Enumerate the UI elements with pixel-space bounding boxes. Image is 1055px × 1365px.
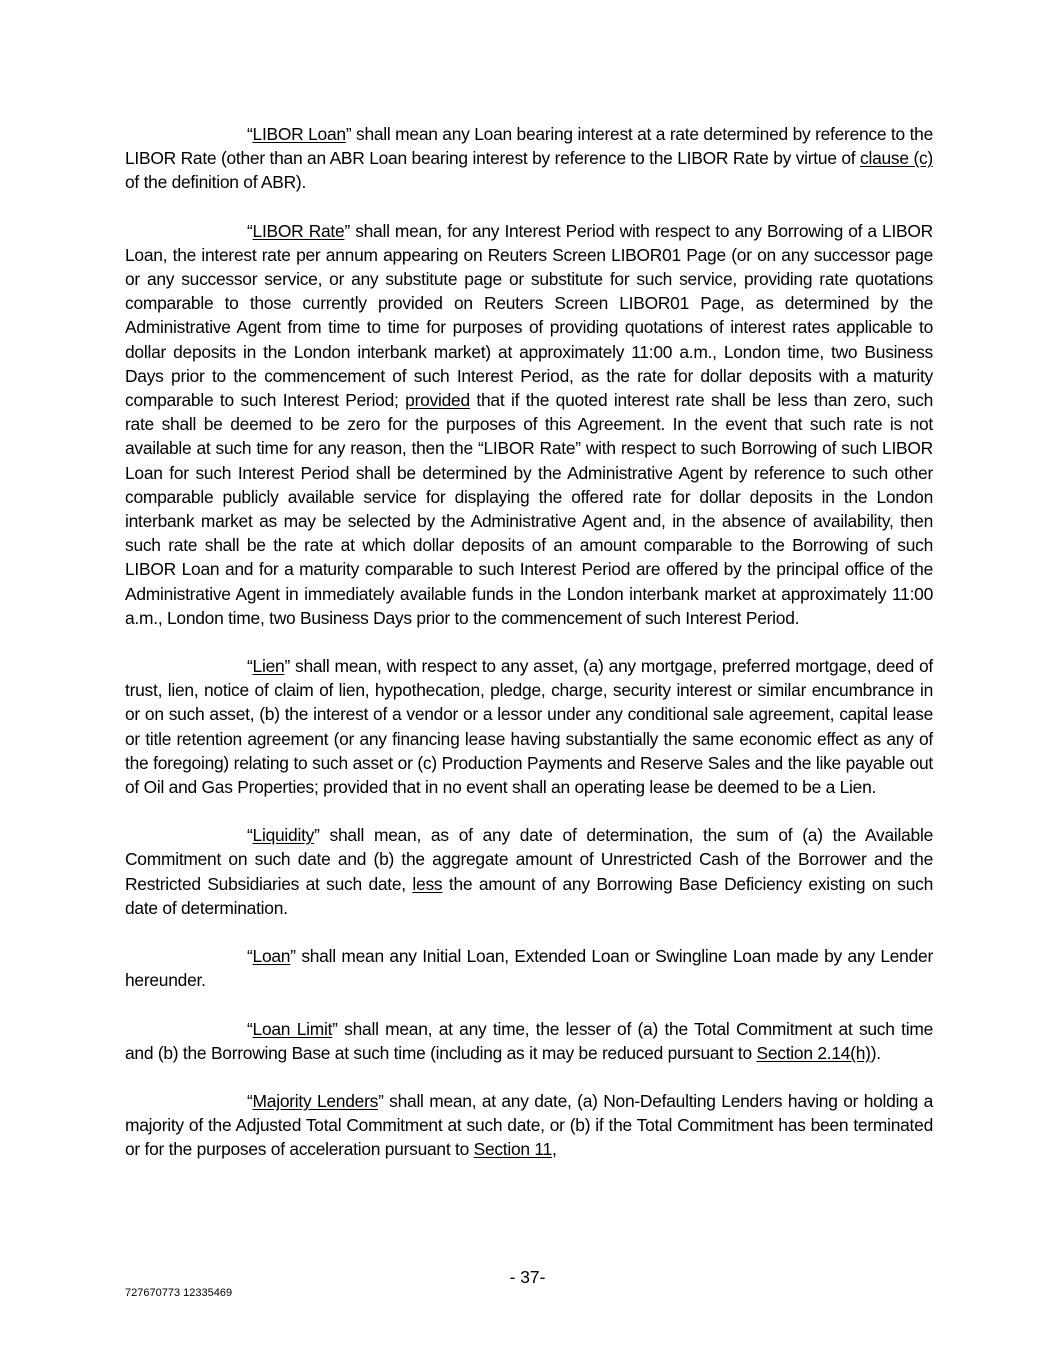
document-id: 727670773 12335469 [125, 1287, 233, 1299]
defined-term: Loan Limit [252, 1018, 333, 1039]
definition-text: shall mean any Loan bearing interest at a rate determined by reference to the LIBOR Rate (other than an ABR Loan bearing interest by reference to the LIBOR Rate by virtue of [125, 124, 933, 169]
page-number: - 37- [509, 1267, 546, 1287]
document-body [125, 122, 933, 1186]
definition-text: shall mean, with respect to any asset, (a) any mortgage, preferred mortgage, deed of trust, lien, notice of claim of lien, hypothecation, pledge, charge, security interest or similar encumbrance in or on such asset, (b) the interest of a vendor or a lessor under any conditional sale agreement, capital lease or title retention agreement (or any financing lease having substantially the same economic effect as any of the foregoing) relating to such asset or (c) Production Payments and Reserve Sales and the like payable out of Oil and Gas Properties; provided that in no event shall an operating lease be deemed to be a Lien. [125, 656, 933, 798]
defined-term: Loan [252, 946, 291, 967]
definition-text: shall mean, at any date, (a) Non-Defaulting Lenders having or holding a majority of the Adjusted Total Commitment at such date, or (b) if the Total Commitment has been terminated or for the purposes of acceleration pursuant to [125, 1090, 933, 1160]
definition-paragraph: “Lien” shall mean, with respect to any asset, (a) any mortgage, preferred mortgage, deed of trust, lien, notice of claim of lien, hypothecation, pledge, charge, security interest or similar encumbrance in or on such asset, (b) the interest of a vendor or a lessor under any conditional sale agreement, capital lease or title retention agreement (or any financing lease having substantially the same economic effect as any of the foregoing) relating to such asset or (c) Production Payments and Reserve Sales and the like payable out of Oil and Gas Properties; provided that in no event shall an operating lease be deemed to be a Lien. [125, 656, 933, 798]
definition-paragraph: “LIBOR Rate” shall mean, for any Interest Period with respect to any Borrowing of a LIBOR Loan, the interest rate per annum appearing on Reuters Screen LIBOR01 Page (or on any successor page or any successor service, or any substitute page or substitute for such service, providing rate quotations comparable to those currently provided on Reuters Screen LIBOR01 Page, as determined by the Administrative Agent from time to time for purposes of providing quotations of interest rates applicable to dollar deposits in the London interbank market) at approximately 11:00 a.m., London time, two Business Days prior to the commencement of such Interest Period, as the rate for dollar deposits with a maturity comparable to such Interest Period; provided that if the quoted interest rate shall be less than zero, such rate shall be deemed to be zero for the purposes of this Agreement. In the event that such rate is not available at such time for any reason, then the “LIBOR Rate” with respect to such Borrowing of such LIBOR Loan for such Interest Period shall be determined by the Administrative Agent by reference to such other comparable publicly available service for displaying the offered rate for dollar deposits in the London interbank market as may be selected by the Administrative Agent and, in the absence of availability, then such rate shall be the rate at which dollar deposits of an amount comparable to the Borrowing of such LIBOR Loan and for a maturity comparable to such Interest Period are offered by the principal office of the Administrative Agent in immediately available funds in the London interbank market at approximately 11:00 a.m., London time, two Business Days prior to the commencement of such Interest Period. [125, 220, 933, 628]
definition-paragraph: “Majority Lenders” shall mean, at any date, (a) Non-Defaulting Lenders having or holding a majority of the Adjusted Total Commitment at such date, or (b) if the Total Commitment has been terminated or for the purposes of acceleration pursuant to Section 11, [125, 1090, 933, 1160]
definition-text: shall mean any Initial Loan, Extended Loan or Swingline Loan made by any Lender hereunder. [125, 946, 933, 991]
definition-paragraph: “Loan Limit” shall mean, at any time, the lesser of (a) the Total Commitment at such time and (b) the Borrowing Base at such time (including as it may be reduced pursuant to Section 2.14(h)). [125, 1018, 933, 1063]
definition-text: shall mean, for any Interest Period with respect to any Borrowing of a LIBOR Loan, the interest rate per annum appearing on Reuters Screen LIBOR01 Page (or on any successor page or any successor service, or any substitute page or substitute for such service, providing rate quotations comparable to those currently provided on Reuters Screen LIBOR01 Page, as determined by the Administrative Agent from time to time for purposes of providing quotations of interest rates applicable to dollar deposits in the London interbank market) at approximately 11:00 a.m., London time, two Business Days prior to the commencement of such Interest Period, as the rate for dollar deposits with a maturity comparable to such Interest Period; [125, 220, 933, 411]
definition-text: the amount of any Borrowing Base Deficiency existing on such date of determination. [125, 873, 933, 918]
definition-paragraph: “Liquidity” shall mean, as of any date of determination, the sum of (a) the Available Commitment on such date and (b) the aggregate amount of Unrestricted Cash of the Borrower and the Restricted Subsidiaries at such date, less the amount of any Borrowing Base Deficiency existing on such date of determination. [125, 825, 933, 918]
definition-text: shall mean, at any time, the lesser of (a) the Total Commitment at such time and (b) the Borrowing Base at such time (including as it may be reduced pursuant to [125, 1018, 933, 1063]
defined-term: Lien [252, 656, 285, 677]
cross-reference: provided [405, 390, 470, 411]
defined-term: Majority Lenders [252, 1090, 379, 1111]
definition-text: that if the quoted interest rate shall be less than zero, such rate shall be deemed to be zero for the purposes of this Agreement. In the event that such rate is not available at such time for any reason, then the “LIBOR Rate” with respect to such Borrowing of such LIBOR Loan for such Interest Period shall be determined by the Administrative Agent by reference to such other comparable publicly available service for displaying the offered rate for dollar deposits in the London interbank market as may be selected by the Administrative Agent and, in the absence of availability, then such rate shall be the rate at which dollar deposits of an amount comparable to the Borrowing of such LIBOR Loan and for a maturity comparable to such Interest Period are offered by the principal office of the Administrative Agent in immediately available funds in the London interbank market at approximately 11:00 a.m., London time, two Business Days prior to the commencement of such Interest Period. [125, 390, 933, 628]
cross-reference: Section 2.14(h) [756, 1042, 871, 1063]
definition-text: , [551, 1139, 557, 1160]
definition-text: of the definition of ABR). [125, 172, 307, 193]
definition-text: shall mean, as of any date of determination, the sum of (a) the Available Commitment on such date and (b) the aggregate amount of Unrestricted Cash of the Borrower and the Restricted Subsidiaries at such date, [125, 825, 933, 894]
defined-term: LIBOR Loan [252, 124, 346, 144]
cross-reference: less [412, 873, 443, 894]
defined-term: LIBOR Rate [252, 220, 345, 241]
cross-reference: clause (c) [860, 148, 933, 169]
defined-term: Liquidity [252, 825, 315, 846]
cross-reference: Section 11 [473, 1139, 552, 1160]
definition-text: ). [870, 1042, 881, 1063]
definition-paragraph: “Loan” shall mean any Initial Loan, Extended Loan or Swingline Loan made by any Lender hereunder. [125, 946, 933, 991]
definition-paragraph: “LIBOR Loan” shall mean any Loan bearing interest at a rate determined by reference to the LIBOR Rate (other than an ABR Loan bearing interest by reference to the LIBOR Rate by virtue of clause (c) of the definition of ABR). [125, 124, 933, 193]
